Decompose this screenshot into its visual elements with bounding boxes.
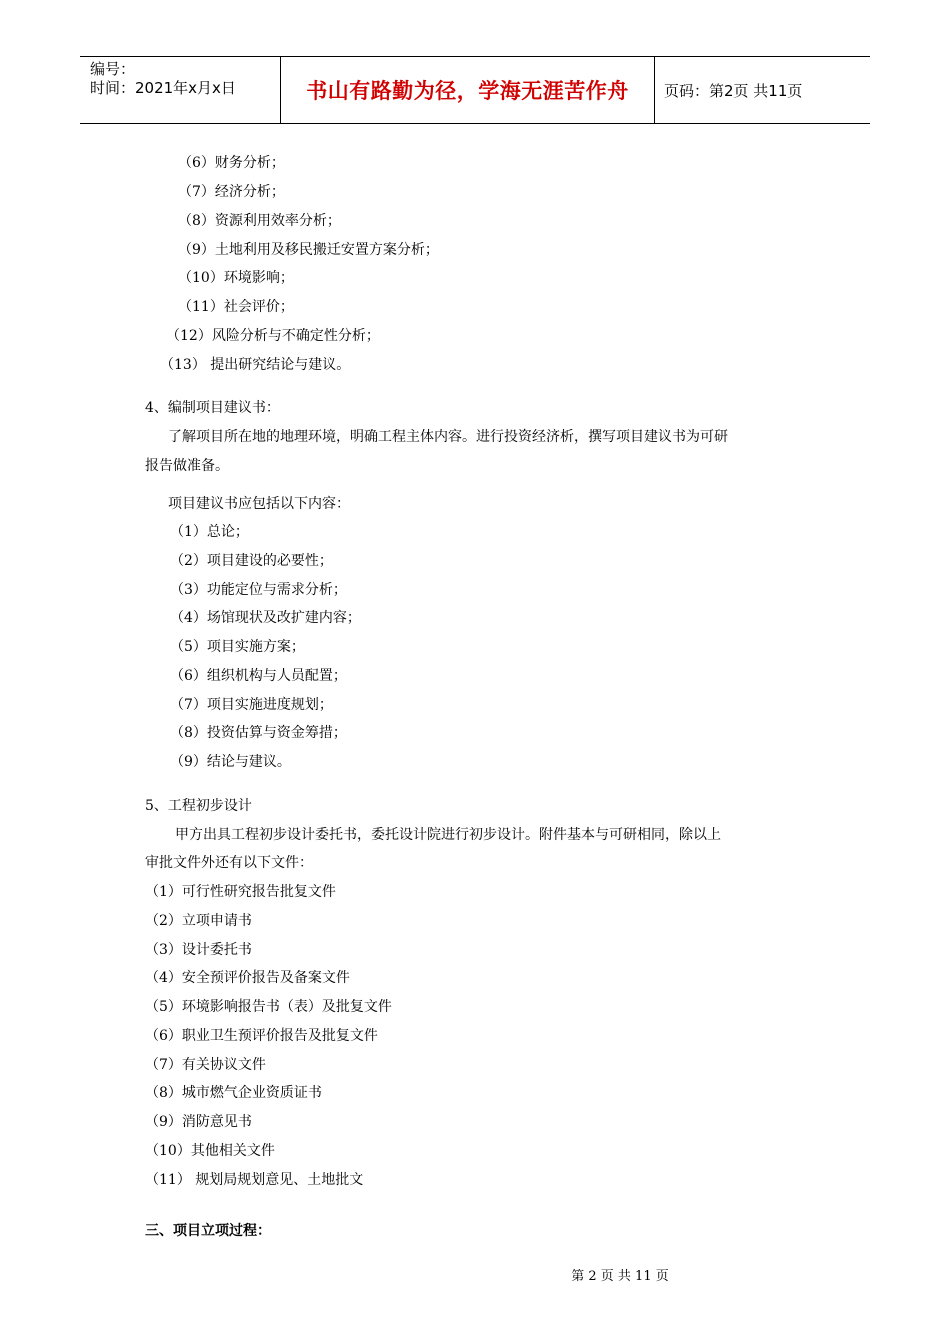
list-item: （11）社会评价； bbox=[178, 299, 294, 315]
list-item: （11） 规划局规划意见、土地批文 bbox=[145, 1172, 364, 1188]
list-item: （5）环境影响报告书（表）及批复文件 bbox=[145, 999, 392, 1015]
list-item: （6）组织机构与人员配置； bbox=[170, 668, 347, 684]
list-item: （2）项目建设的必要性； bbox=[170, 553, 333, 569]
list-item: （13） 提出研究结论与建议。 bbox=[160, 357, 351, 373]
list-item: （8）投资估算与资金筹措； bbox=[170, 725, 347, 741]
list-item: （3）功能定位与需求分析； bbox=[170, 582, 347, 598]
list-item: （4）场馆现状及改扩建内容； bbox=[170, 610, 361, 626]
list-item: （8）城市燃气企业资质证书 bbox=[145, 1085, 322, 1101]
list-item: （1）可行性研究报告批复文件 bbox=[145, 884, 336, 900]
list-item: （10）环境影响； bbox=[178, 270, 294, 286]
list-item: （6）职业卫生预评价报告及批复文件 bbox=[145, 1028, 378, 1044]
list-item: （7）项目实施进度规划； bbox=[170, 697, 333, 713]
list-item: （7）有关协议文件 bbox=[145, 1057, 266, 1073]
section-heading: 三、项目立项过程： bbox=[145, 1223, 271, 1239]
list-item: （4）安全预评价报告及备案文件 bbox=[145, 970, 350, 986]
page-header bbox=[80, 56, 870, 124]
paragraph-line: 了解项目所在地的地理环境，明确工程主体内容。进行投资经济析，撰写项目建议书为可研 bbox=[168, 429, 728, 445]
list-item: （5）项目实施方案； bbox=[170, 639, 305, 655]
paragraph-line: 甲方出具工程初步设计委托书，委托设计院进行初步设计。附件基本与可研相同，除以上 bbox=[175, 827, 721, 843]
header-motto: 书山有路勤为径，学海无涯苦作舟 bbox=[281, 57, 655, 123]
list-item: （2）立项申请书 bbox=[145, 913, 252, 929]
header-meta bbox=[80, 57, 281, 123]
list-item: （9）土地利用及移民搬迁安置方案分析； bbox=[178, 242, 439, 258]
list-item: （6）财务分析； bbox=[178, 155, 285, 171]
list-item: （8）资源利用效率分析； bbox=[178, 213, 341, 229]
list-item: （1）总论； bbox=[170, 524, 249, 540]
time-label: 时间：2021年x月x日 bbox=[90, 79, 236, 97]
header-page-info: 页码：第2页 共11页 bbox=[664, 81, 803, 100]
page-footer: 第 2 页 共 11 页 bbox=[571, 1269, 669, 1284]
list-item: （3）设计委托书 bbox=[145, 942, 252, 958]
list-item: （7）经济分析； bbox=[178, 184, 285, 200]
list-item: （9）消防意见书 bbox=[145, 1114, 252, 1130]
section-heading: 5、工程初步设计 bbox=[145, 798, 252, 814]
number-label: 编号： bbox=[90, 60, 136, 78]
section-heading: 4、编制项目建议书： bbox=[145, 400, 280, 416]
list-item: （12）风险分析与不确定性分析； bbox=[166, 328, 380, 344]
list-item: （9）结论与建议。 bbox=[170, 754, 291, 770]
paragraph-line: 报告做准备。 bbox=[145, 458, 229, 474]
paragraph-line: 项目建议书应包括以下内容： bbox=[168, 496, 350, 512]
list-item: （10）其他相关文件 bbox=[145, 1143, 275, 1159]
paragraph-line: 审批文件外还有以下文件： bbox=[145, 855, 313, 871]
